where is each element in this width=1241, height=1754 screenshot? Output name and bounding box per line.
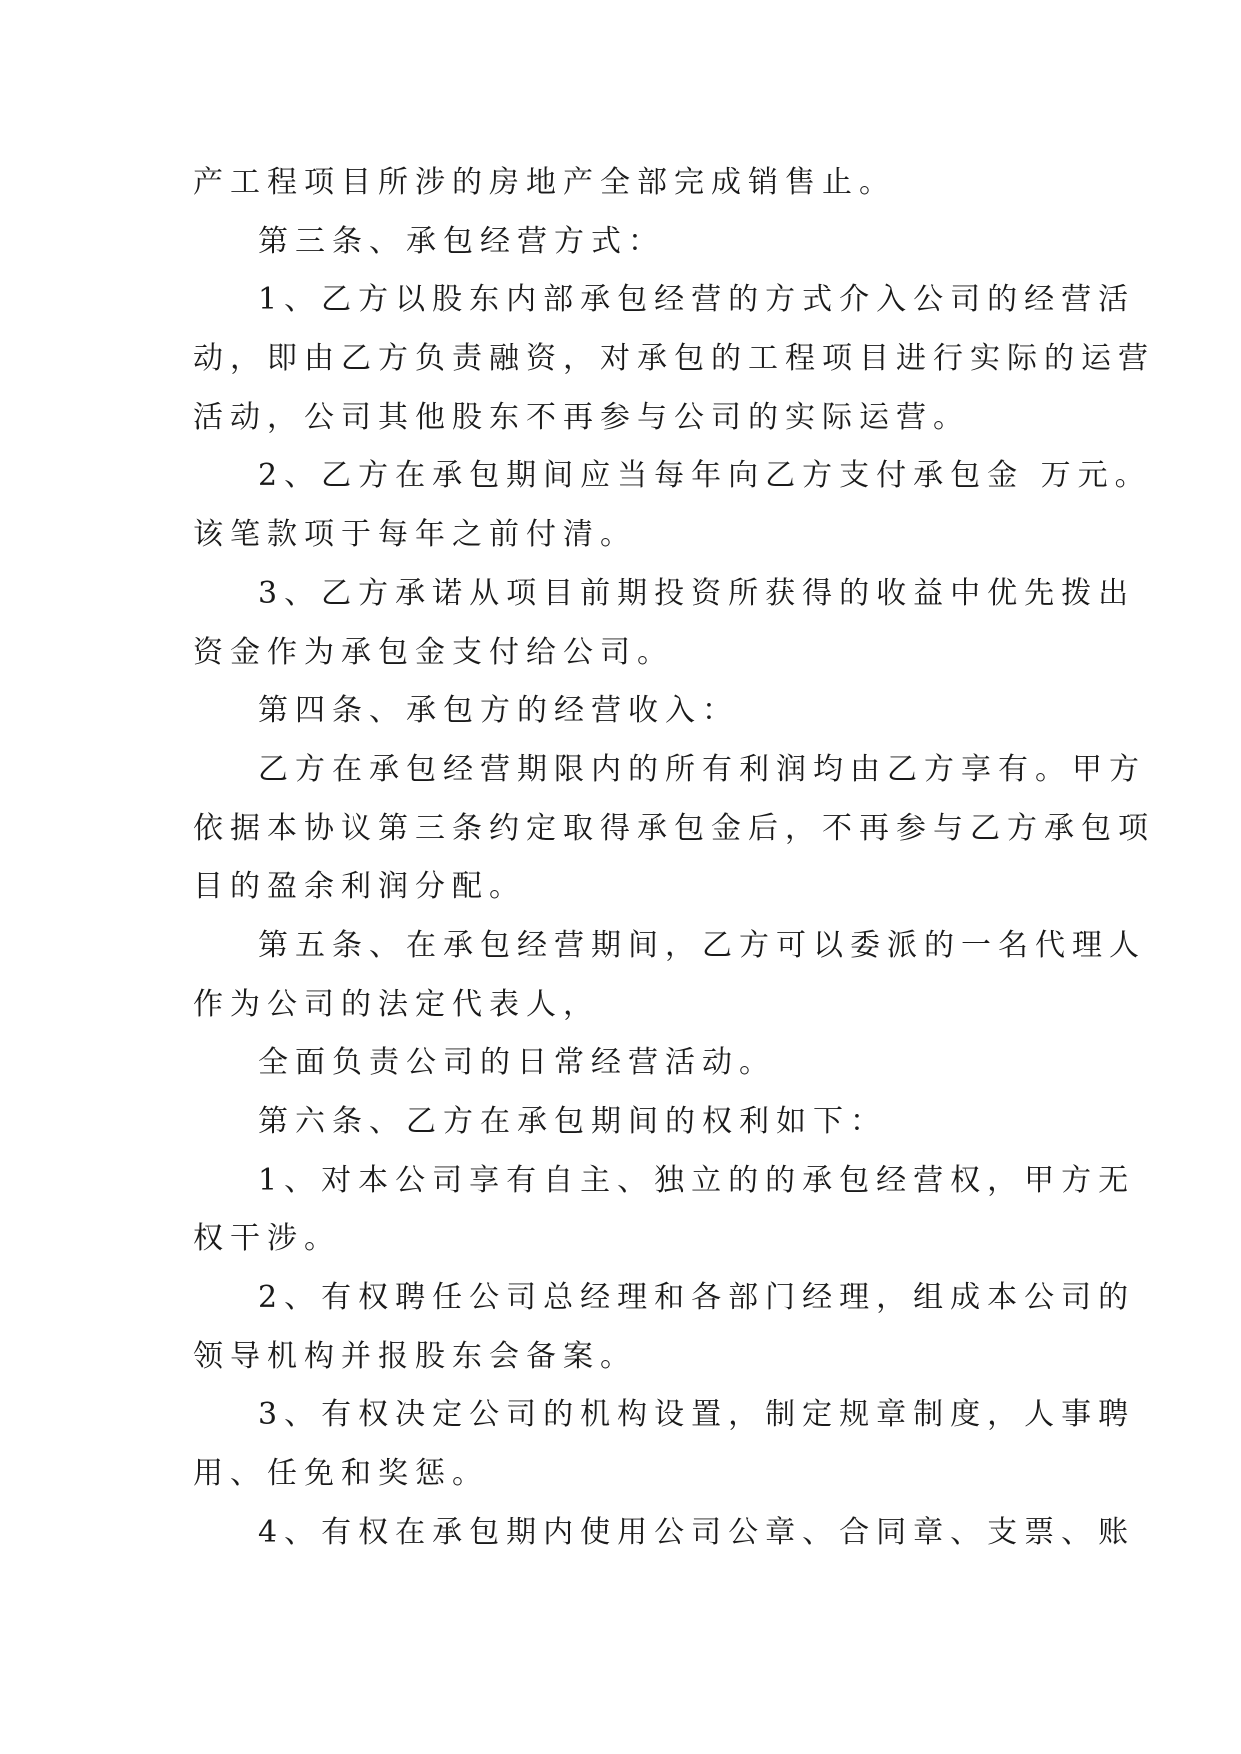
- document-body: [193, 154, 1155, 1563]
- text-line-13: 目的盈余利润分配。: [193, 869, 526, 905]
- text-line-5: 活动，公司其他股东不再参与公司的实际运营。: [193, 399, 970, 435]
- text-line-8: 3、乙方承诺从项目前期投资所获得的收益中优先拨出: [258, 575, 1136, 611]
- text-line-11: 乙方在承包经营期限内的所有利润均由乙方享有。甲方: [258, 751, 1146, 787]
- text-line-23: 用、任免和奖惩。: [193, 1456, 489, 1492]
- text-line-22: 3、有权决定公司的机构设置，制定规章制度，人事聘: [258, 1397, 1136, 1433]
- text-line-9: 资金作为承包金支付给公司。: [193, 634, 674, 670]
- text-line-16: 全面负责公司的日常经营活动。: [258, 1045, 776, 1081]
- text-line-19: 权干涉。: [193, 1221, 341, 1257]
- text-line-10: 第四条、承包方的经营收入：: [258, 693, 739, 729]
- text-line-12: 依据本协议第三条约定取得承包金后，不再参与乙方承包项: [193, 810, 1155, 846]
- text-line-21: 领导机构并报股东会备案。: [193, 1338, 637, 1374]
- text-line-4: 动，即由乙方负责融资，对承包的工程项目进行实际的运营: [193, 341, 1155, 377]
- text-line-3: 1、乙方以股东内部承包经营的方式介入公司的经营活: [258, 282, 1136, 318]
- text-line-6: 2、乙方在承包期间应当每年向乙方支付承包金 万元。: [258, 458, 1152, 494]
- text-line-14: 第五条、在承包经营期间，乙方可以委派的一名代理人: [258, 927, 1146, 963]
- text-line-17: 第六条、乙方在承包期间的权利如下：: [258, 1104, 887, 1139]
- text-line-20: 2、有权聘任公司总经理和各部门经理，组成本公司的: [258, 1280, 1136, 1316]
- text-line-7: 该笔款项于每年之前付清。: [193, 517, 637, 553]
- text-line-15: 作为公司的法定代表人，: [193, 986, 600, 1022]
- text-line-2: 第三条、承包经营方式：: [258, 223, 665, 259]
- text-line-18: 1、对本公司享有自主、独立的的承包经营权，甲方无: [258, 1162, 1136, 1198]
- text-line-24: 4、有权在承包期内使用公司公章、合同章、支票、账: [258, 1514, 1136, 1550]
- text-line-1: 产工程项目所涉的房地产全部完成销售止。: [193, 165, 896, 200]
